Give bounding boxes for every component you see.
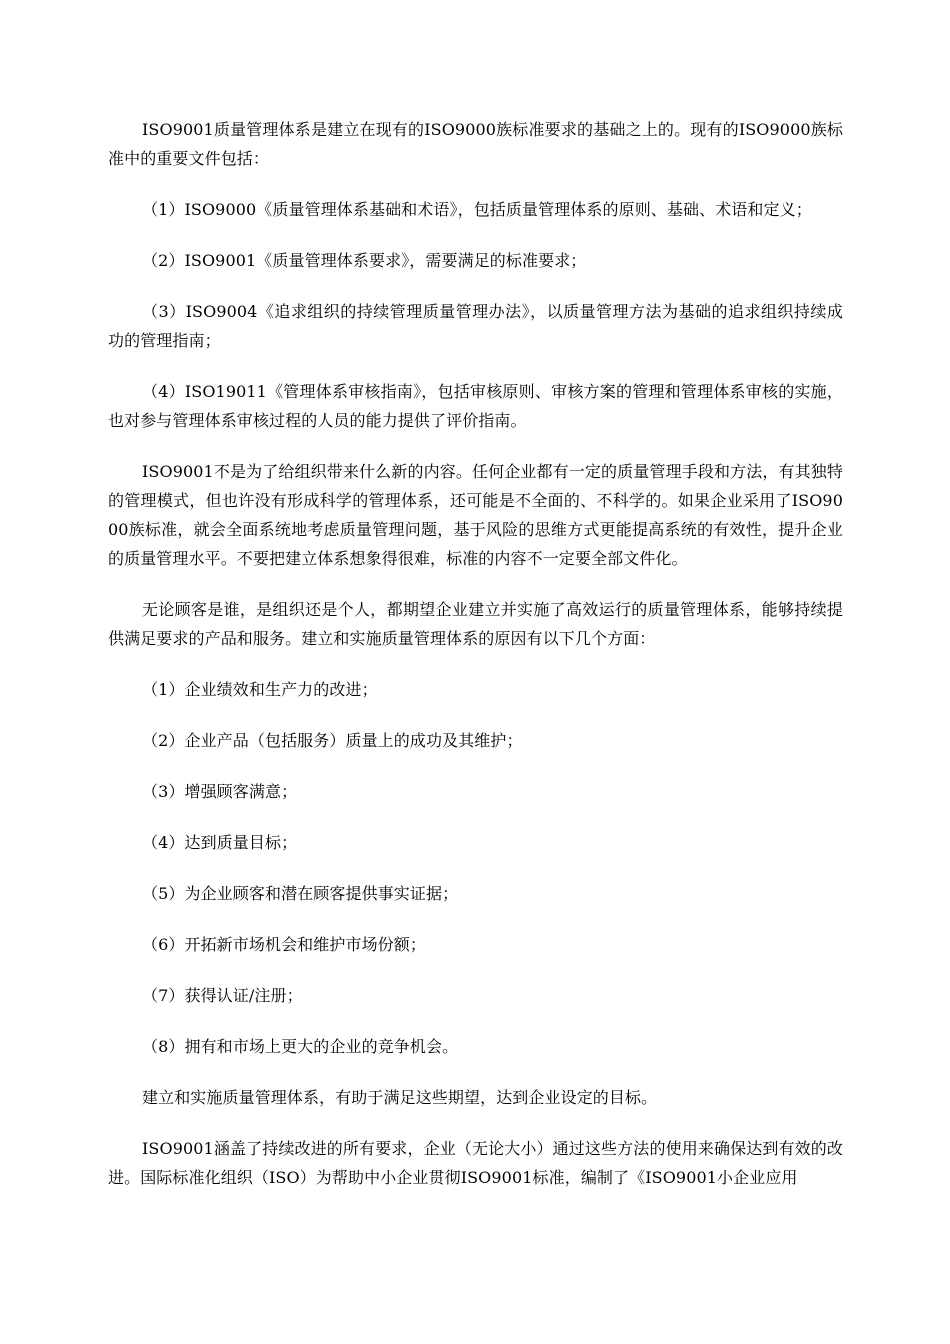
- paragraph-intro: ISO9001质量管理体系是建立在现有的ISO9000族标准要求的基础之上的。现有的ISO9000族标准中的重要文件包括：: [108, 120, 843, 168]
- paragraph-continual-improvement: ISO9001涵盖了持续改进的所有要求，企业（无论大小）通过这些方法的使用来确保达到有效的改进。国际标准化组织（ISO）为帮助中小企业贯彻ISO9001标准，编制了《ISO9001小企业应用: [108, 1139, 843, 1187]
- list-item-iso9001: （2）ISO9001《质量管理体系要求》，需要满足的标准要求；: [142, 251, 587, 270]
- list-item-reason-2: （2）企业产品（包括服务）质量上的成功及其维护；: [142, 731, 523, 750]
- paragraph-customer-expectation: 无论顾客是谁，是组织还是个人，都期望企业建立并实施了高效运行的质量管理体系，能够持续提供满足要求的产品和服务。建立和实施质量管理体系的原因有以下几个方面：: [108, 600, 843, 648]
- list-item-reason-5: （5）为企业顾客和潜在顾客提供事实证据；: [142, 884, 459, 903]
- list-item-reason-7: （7）获得认证/注册；: [142, 986, 303, 1005]
- document-body: [108, 115, 843, 1214]
- list-item-reason-4: （4）达到质量目标；: [142, 833, 298, 852]
- paragraph-benefit: 建立和实施质量管理体系，有助于满足这些期望，达到企业设定的目标。: [142, 1088, 658, 1107]
- list-item-reason-6: （6）开拓新市场机会和维护市场份额；: [142, 935, 426, 954]
- list-item-reason-8: （8）拥有和市场上更大的企业的竞争机会。: [142, 1037, 459, 1056]
- list-item-iso19011: （4）ISO19011《管理体系审核指南》，包括审核原则、审核方案的管理和管理体系审核的实施，也对参与管理体系审核过程的人员的能力提供了评价指南。: [108, 382, 843, 430]
- list-item-reason-3: （3）增强顾客满意；: [142, 782, 298, 801]
- list-item-reason-1: （1）企业绩效和生产力的改进；: [142, 680, 378, 699]
- list-item-iso9000: （1）ISO9000《质量管理体系基础和术语》，包括质量管理体系的原则、基础、术语和定义；: [142, 200, 812, 219]
- list-item-iso9004: （3）ISO9004《追求组织的持续管理质量管理办法》，以质量管理方法为基础的追求组织持续成功的管理指南；: [108, 302, 843, 350]
- paragraph-iso9001-purpose: ISO9001不是为了给组织带来什么新的内容。任何企业都有一定的质量管理手段和方法，有其独特的管理模式，但也许没有形成科学的管理体系，还可能是不全面的、不科学的。如果企业采用了ISO9000族标准，就会全面系统地考虑质量管理问题，基于风险的思维方式更能提高系统的有效性，提升企业的质量管理水平。不要把建立体系想象得很难，标准的内容不一定要全部文件化。: [108, 462, 843, 568]
